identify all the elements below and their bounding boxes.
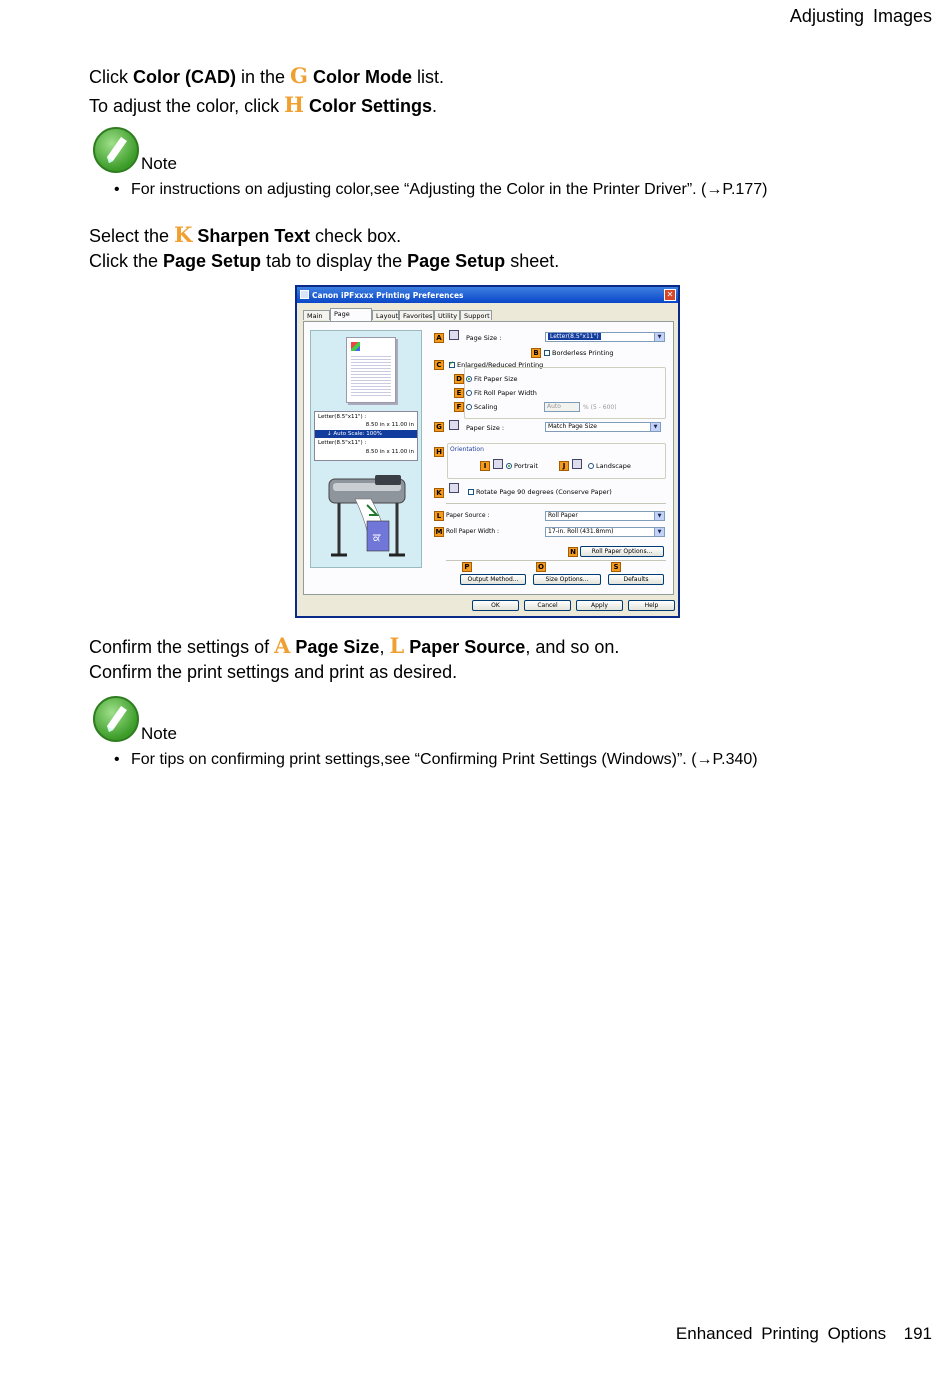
dialog-title: Canon iPFxxxx Printing Preferences — [312, 291, 464, 300]
callout-i: I — [480, 461, 490, 471]
scaling-input[interactable] — [544, 402, 580, 412]
output-method-button[interactable]: Output Method... — [460, 574, 526, 585]
note-title: Note — [141, 154, 177, 173]
orientation-label: Orientation — [450, 446, 484, 453]
page-size-value: Letter(8.5"x11") — [550, 333, 599, 340]
step-bold: Paper Source — [409, 637, 526, 657]
callout-e: E — [454, 388, 464, 398]
step-bold: Page Size — [295, 637, 380, 657]
close-button[interactable]: ✕ — [664, 289, 676, 301]
paper-size-icon — [449, 420, 459, 430]
step-bold: Sharpen Text — [197, 226, 311, 246]
step-text: list. — [411, 67, 444, 87]
info-selected: Auto Scale: 100% — [333, 431, 382, 437]
chevron-down-icon: ▼ — [654, 528, 664, 536]
page-setup-panel — [303, 321, 674, 595]
auto-scale-info — [315, 430, 417, 438]
step-text: . — [431, 96, 437, 116]
checkbox-label: Enlarged/Reduced Printing — [457, 361, 544, 369]
divider — [446, 503, 666, 504]
radio-label: Landscape — [596, 462, 631, 470]
callout-b: B — [531, 348, 541, 358]
page-size-dropdown[interactable] — [545, 332, 665, 342]
tab-utility[interactable]: Utility — [434, 310, 460, 320]
page-size-label: Page Size : — [466, 334, 502, 342]
radio-circle — [466, 404, 472, 410]
radio-label: Portrait — [514, 462, 538, 470]
radio-circle — [466, 390, 472, 396]
tab-page-setup[interactable]: Page — [330, 308, 372, 321]
svg-text:ਕ: ਕ — [373, 531, 381, 544]
checkbox-box — [449, 362, 455, 368]
ok-button[interactable]: OK — [472, 600, 519, 611]
callout-j: J — [559, 461, 569, 471]
checkbox-box — [468, 489, 474, 495]
chevron-down-icon: ▼ — [650, 423, 660, 431]
size-info-box — [314, 411, 418, 461]
callout-s: S — [611, 562, 621, 572]
radio-circle — [506, 463, 512, 469]
defaults-button[interactable]: Defaults — [608, 574, 664, 585]
portrait-radio[interactable] — [506, 462, 538, 470]
step-text: , and so on. — [525, 637, 620, 657]
preview-lines — [351, 354, 391, 398]
running-header: Adjusting Images — [789, 6, 932, 26]
step-text: Click — [89, 67, 133, 87]
page-number: 191 — [903, 1324, 932, 1343]
step-text: Confirm the print settings and print as desired. — [89, 662, 458, 682]
note-text: For instructions on adjusting color,see “Adjusting the Color in the Printer Driver”. (→P.177) — [131, 181, 768, 198]
preview-pane — [310, 330, 422, 568]
checkbox-box — [544, 350, 550, 356]
down-arrow-icon: ↓ — [327, 431, 334, 437]
paper-source-label: Paper Source : — [446, 512, 490, 519]
step-bold: Color Mode — [312, 67, 412, 87]
info-line: 8.50 in x 11.00 in — [365, 422, 414, 428]
paper-source-dropdown[interactable] — [545, 511, 665, 521]
tab-layout[interactable]: Layout — [372, 310, 399, 320]
callout-m: M — [435, 528, 443, 536]
callout-f: F — [454, 402, 464, 412]
note-text: For tips on confirming print settings,see “Confirming Print Settings (Windows)”. (→P.340) — [131, 751, 758, 768]
step-text: Click the — [89, 251, 164, 271]
landscape-radio[interactable] — [588, 462, 631, 470]
step-text: Confirm the settings of — [89, 637, 275, 657]
tab-support[interactable]: Support — [460, 310, 492, 320]
note-pencil-icon — [93, 696, 139, 742]
printing-preferences-dialog — [295, 285, 680, 618]
step-text: check box. — [310, 226, 402, 246]
step-text: in the — [235, 67, 291, 87]
key-letter: G — [290, 63, 308, 88]
radio-label: Fit Paper Size — [474, 375, 518, 383]
dialog-titlebar[interactable] — [297, 287, 678, 303]
checkbox-label: Borderless Printing — [552, 349, 614, 357]
fit-paper-size-radio[interactable] — [466, 375, 518, 383]
size-options-button[interactable]: Size Options... — [533, 574, 601, 585]
chevron-down-icon: ▼ — [654, 333, 664, 341]
bullet-mark: • — [114, 751, 120, 768]
step-text: sheet. — [505, 251, 560, 271]
info-line: 8.50 in x 11.00 in — [365, 449, 414, 455]
step-bold: Color Settings — [308, 96, 432, 116]
tab-main[interactable]: Main — [303, 310, 330, 320]
apply-button[interactable]: Apply — [576, 600, 623, 611]
borderless-checkbox[interactable] — [544, 349, 613, 357]
step-text: tab to display the — [261, 251, 408, 271]
cancel-button[interactable]: Cancel — [524, 600, 571, 611]
callout-o: O — [536, 562, 546, 572]
roll-width-value: 17-in. Roll (431.8mm) — [548, 528, 614, 535]
info-line: Letter(8.5"x11") : — [318, 414, 367, 420]
paper-source-value: Roll Paper — [548, 512, 578, 519]
roll-paper-options-button[interactable]: Roll Paper Options... — [580, 546, 664, 557]
key-letter: H — [284, 92, 304, 117]
page-size-icon — [449, 330, 459, 340]
step-bold: Color (CAD) — [133, 67, 236, 87]
callout-d: D — [454, 374, 464, 384]
key-letter: L — [389, 633, 405, 658]
roll-width-label: Roll Paper Width : — [446, 528, 500, 535]
scaling-range: % (5 - 600) — [583, 404, 617, 411]
divider — [446, 560, 666, 561]
scaling-radio[interactable] — [466, 403, 498, 411]
note-bullet — [114, 181, 767, 199]
bullet-mark: • — [114, 181, 120, 198]
checkbox-label: Rotate Page 90 degrees (Conserve Paper) — [476, 488, 612, 496]
radio-label: Scaling — [474, 403, 498, 411]
callout-a: A — [434, 333, 444, 343]
radio-circle — [466, 376, 472, 382]
chevron-down-icon: ▼ — [654, 512, 664, 520]
step-text: Select the — [89, 226, 175, 246]
callout-c: C — [434, 360, 444, 370]
scaling-value: Auto — [547, 403, 561, 410]
tab-favorites[interactable]: Favorites — [399, 310, 434, 320]
step-text: , — [379, 637, 390, 657]
paper-size-dropdown[interactable] — [545, 422, 661, 432]
radio-label: Fit Roll Paper Width — [474, 389, 537, 397]
radio-circle — [588, 463, 594, 469]
step-bold: Page Setup — [163, 251, 262, 271]
step-text: To adjust the color, click — [89, 96, 285, 116]
landscape-icon — [572, 459, 582, 469]
note-bullet — [114, 751, 758, 769]
rotate-page-icon — [449, 483, 459, 493]
paper-size-label: Paper Size : — [466, 424, 505, 432]
callout-h: H — [434, 447, 444, 457]
callout-p: P — [462, 562, 472, 572]
callout-k: K — [434, 488, 444, 498]
roll-width-dropdown[interactable] — [545, 527, 665, 537]
footer-section: Enhanced Printing Options — [675, 1324, 887, 1343]
key-letter: K — [174, 222, 193, 247]
portrait-icon — [493, 459, 503, 469]
help-button[interactable]: Help — [628, 600, 675, 611]
callout-n: N — [568, 547, 578, 557]
fit-roll-width-radio[interactable] — [466, 389, 537, 397]
callout-g: G — [434, 422, 444, 432]
callout-l: L — [434, 511, 444, 521]
printer-illustration-icon — [325, 469, 411, 561]
paper-size-value: Match Page Size — [548, 423, 597, 430]
info-line: Letter(8.5"x11") : — [318, 440, 367, 446]
running-footer — [676, 1324, 932, 1344]
printer-app-icon — [300, 290, 309, 299]
step-bold: Page Setup — [407, 251, 506, 271]
note-pencil-icon — [93, 127, 139, 173]
note-title: Note — [141, 724, 177, 743]
page-preview — [346, 337, 396, 403]
preview-image-icon — [351, 342, 360, 351]
rotate-page-checkbox[interactable] — [468, 488, 612, 496]
key-letter: A — [274, 633, 291, 658]
